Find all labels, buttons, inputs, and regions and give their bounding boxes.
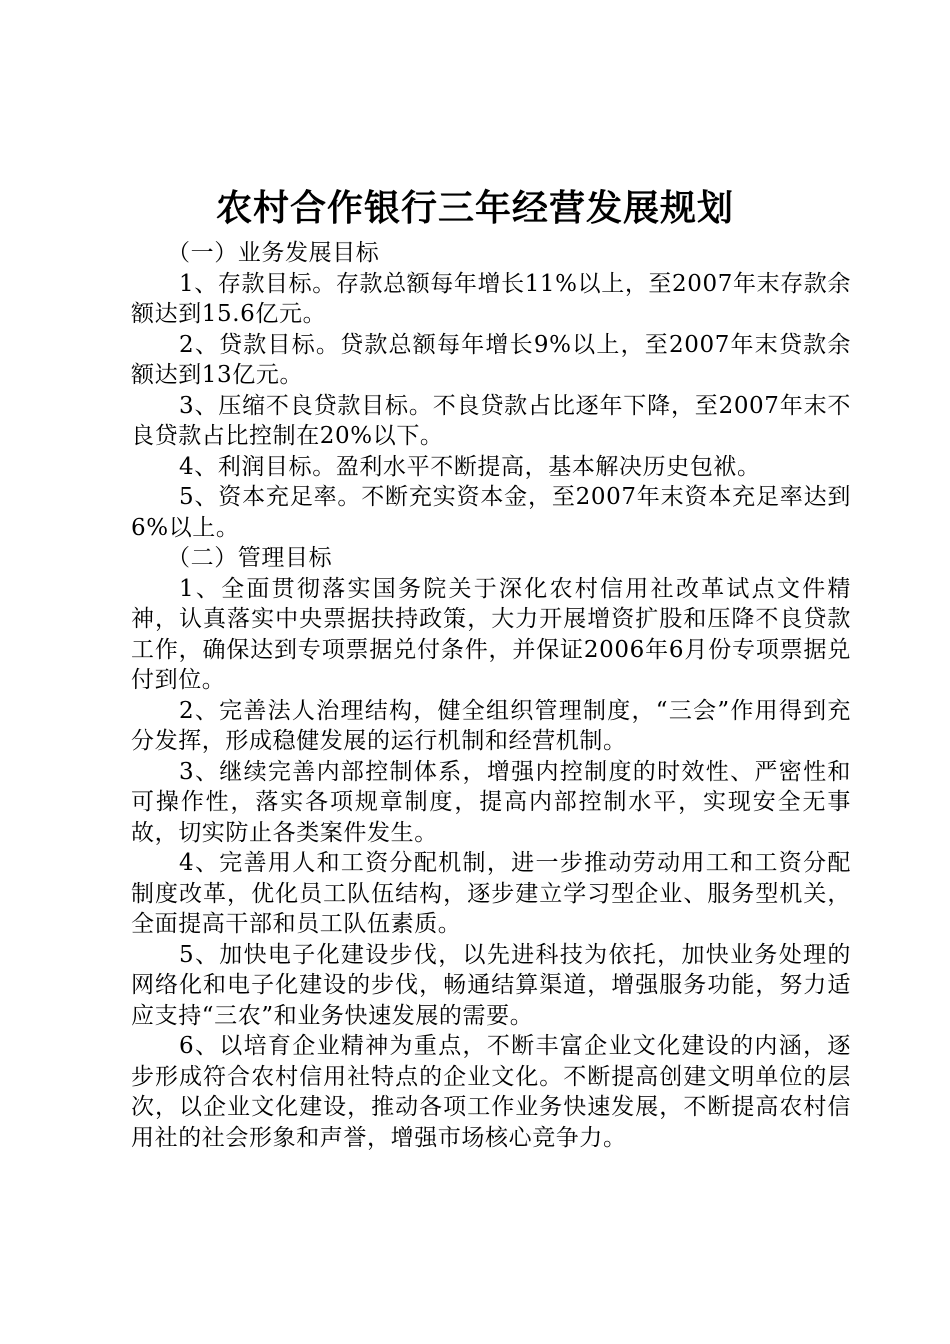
paragraph-internal-control: 3、继续完善内部控制体系，增强内控制度的时效性、严密性和可操作性，落实各项规章制度，提高内部控制水平，实现安全无事故，切实防止各类案件发生。 [131,758,851,846]
paragraph-deposit-target: 1、存款目标。存款总额每年增长11%以上，至2007年末存款余额达到15.6亿元。 [131,270,851,327]
paragraph-loan-target: 2、贷款目标。贷款总额每年增长9%以上，至2007年末贷款余额达到13亿元。 [131,331,851,388]
paragraph-bad-loan-target: 3、压缩不良贷款目标。不良贷款占比逐年下降，至2007年末不良贷款占比控制在20%以下。 [131,392,851,449]
section-heading-business: （一）业务发展目标 [167,240,380,266]
section-heading-management: （二）管理目标 [167,545,333,571]
paragraph-hr-mechanism: 4、完善用人和工资分配机制，进一步推动劳动用工和工资分配制度改革，优化员工队伍结构，逐步建立学习型企业、服务型机关，全面提高干部和员工队伍素质。 [131,850,851,937]
paragraph-governance: 2、完善法人治理结构，健全组织管理制度，“三会”作用得到充分发挥，形成稳健发展的运行机制和经营机制。 [131,697,851,754]
paragraph-capital-adequacy: 5、资本充足率。不断充实资本金，至2007年末资本充足率达到6%以上。 [131,484,851,541]
paragraph-reform-implementation: 1、全面贯彻落实国务院关于深化农村信用社改革试点文件精神，认真落实中央票据扶持政策，大力开展增资扩股和压降不良贷款工作，确保达到专项票据兑付条件，并保证2006年6月份专项票据兑付到位。 [131,575,851,693]
paragraph-profit-target: 4、利润目标。盈利水平不断提高，基本解决历史包袱。 [179,453,761,480]
document-body [131,238,851,1153]
paragraph-electronization: 5、加快电子化建设步伐，以先进科技为依托，加快业务处理的网络化和电子化建设的步伐，畅通结算渠道，增强服务功能，努力适应支持“三农”和业务快速发展的需要。 [131,941,851,1029]
document-title: 农村合作银行三年经营发展规划 [215,187,734,229]
paragraph-corporate-culture: 6、以培育企业精神为重点，不断丰富企业文化建设的内涵，逐步形成符合农村信用社特点的企业文化。不断提高创建文明单位的层次，以企业文化建设，推动各项工作业务快速发展，不断提高农村信用社的社会形象和声誉，增强市场核心竞争力。 [131,1033,851,1151]
